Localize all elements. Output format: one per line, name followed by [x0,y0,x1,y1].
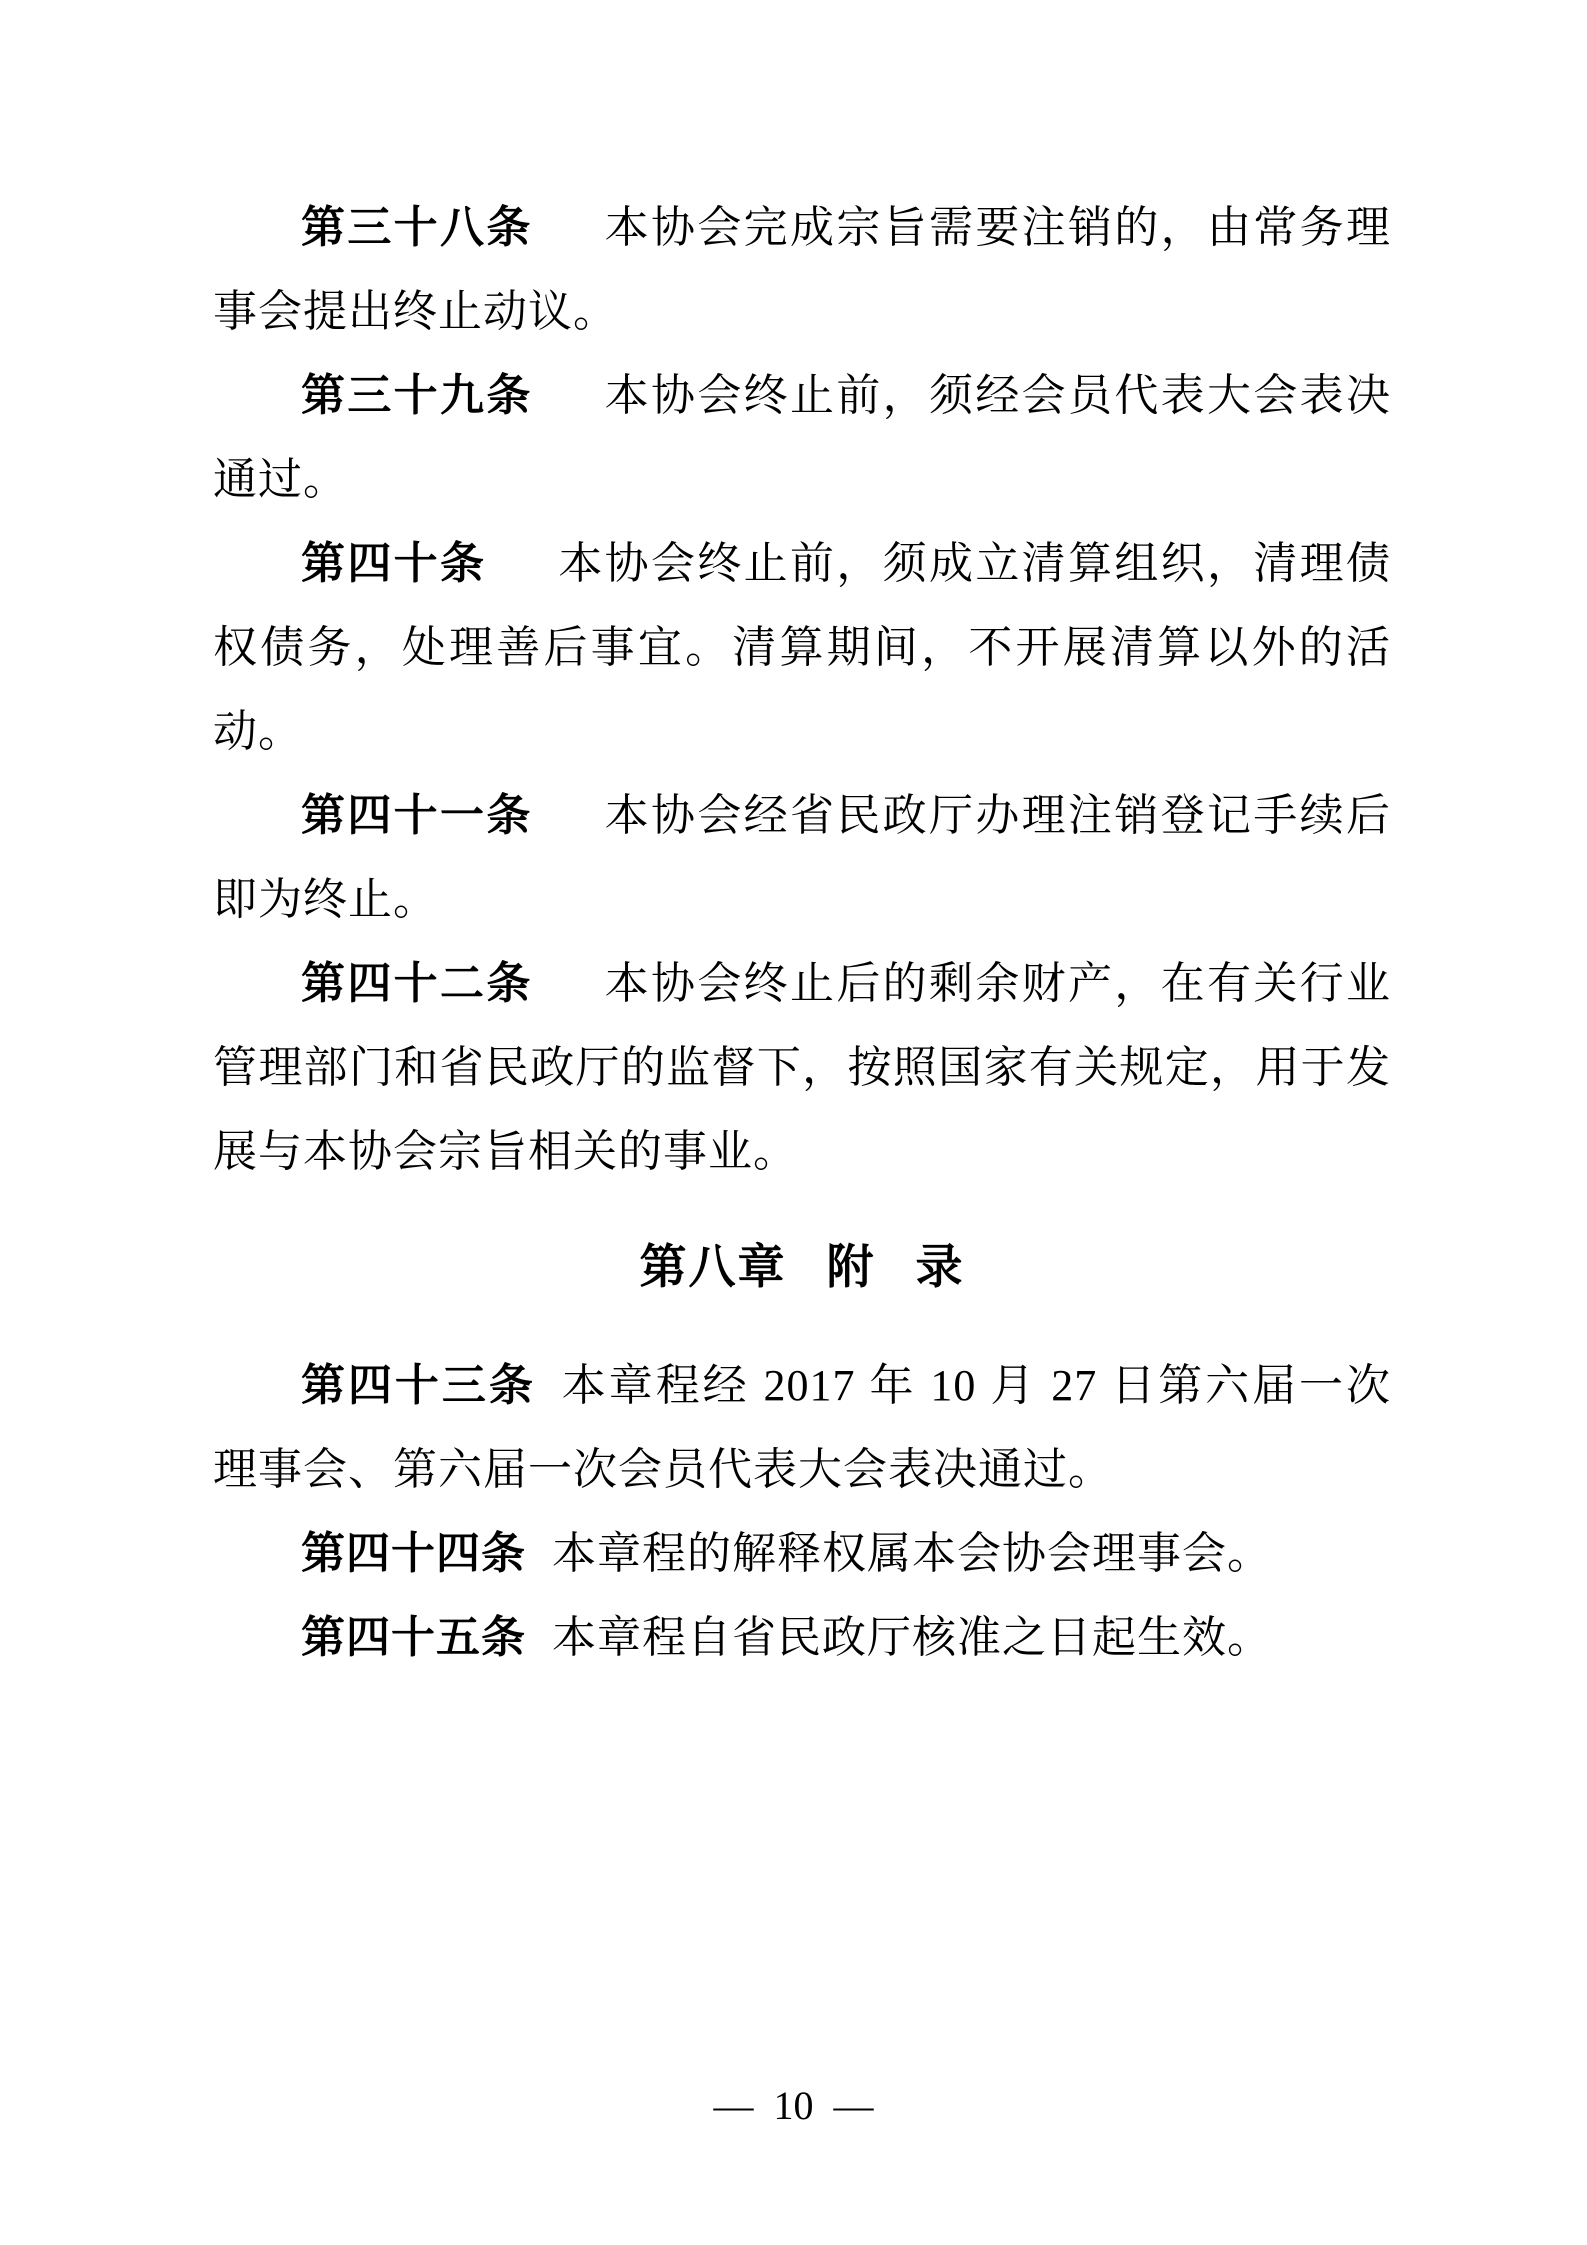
article-text: 本章程的解释权属本会协会理事会。 [552,1529,1272,1578]
article-number: 第四十条 [301,539,487,588]
article-paragraph-39 [213,354,1391,522]
article-text: 本章程自省民政厅核准之日起生效。 [552,1613,1272,1662]
article-number: 第四十一条 [301,791,533,840]
article-paragraph-45 [213,1596,1391,1680]
article-text: 本协会终止前，须成立清算组织，清理债权债务，处理善后事宜。清算期间，不开展清算以外的活动。 [213,539,1392,756]
article-number: 第四十三条 [301,1361,536,1410]
article-text: 本协会终止后的剩余财产，在有关行业管理部门和省民政厅的监督下，按照国家有关规定，用于发展与本协会宗旨相关的事业。 [213,959,1392,1176]
page-footer [0,2082,1587,2130]
article-number: 第四十四条 [301,1529,526,1578]
article-paragraph-40 [213,522,1391,774]
article-number: 第三十八条 [301,203,533,252]
article-text: 本协会经省民政厅办理注销登记手续后即为终止。 [213,791,1392,924]
chapter-number: 第八章 [639,1242,787,1294]
article-paragraph-42 [213,942,1391,1194]
page-number: 10 [773,2083,814,2128]
footer-dash-right: — [833,2083,874,2128]
article-text: 本协会完成宗旨需要注销的，由常务理事会提出终止动议。 [213,203,1392,336]
article-paragraph-38 [213,186,1391,354]
article-paragraph-43 [213,1344,1391,1512]
article-number: 第四十五条 [301,1613,526,1662]
chapter-title-char: 附 [826,1242,876,1294]
article-number: 第三十九条 [301,371,533,420]
article-text: 本协会终止前，须经会员代表大会表决通过。 [213,371,1392,504]
article-paragraph-41 [213,774,1391,942]
article-text: 本章程经 2017 年 10 月 27 日第六届一次理事会、第六届一次会员代表大会表决通过。 [213,1361,1392,1494]
article-paragraph-44 [213,1512,1391,1596]
page-body-text [213,186,1391,1680]
chapter-title-char: 录 [915,1242,965,1294]
footer-dash-left: — [713,2083,754,2128]
article-number: 第四十二条 [301,959,533,1008]
chapter-heading [213,1226,1391,1310]
